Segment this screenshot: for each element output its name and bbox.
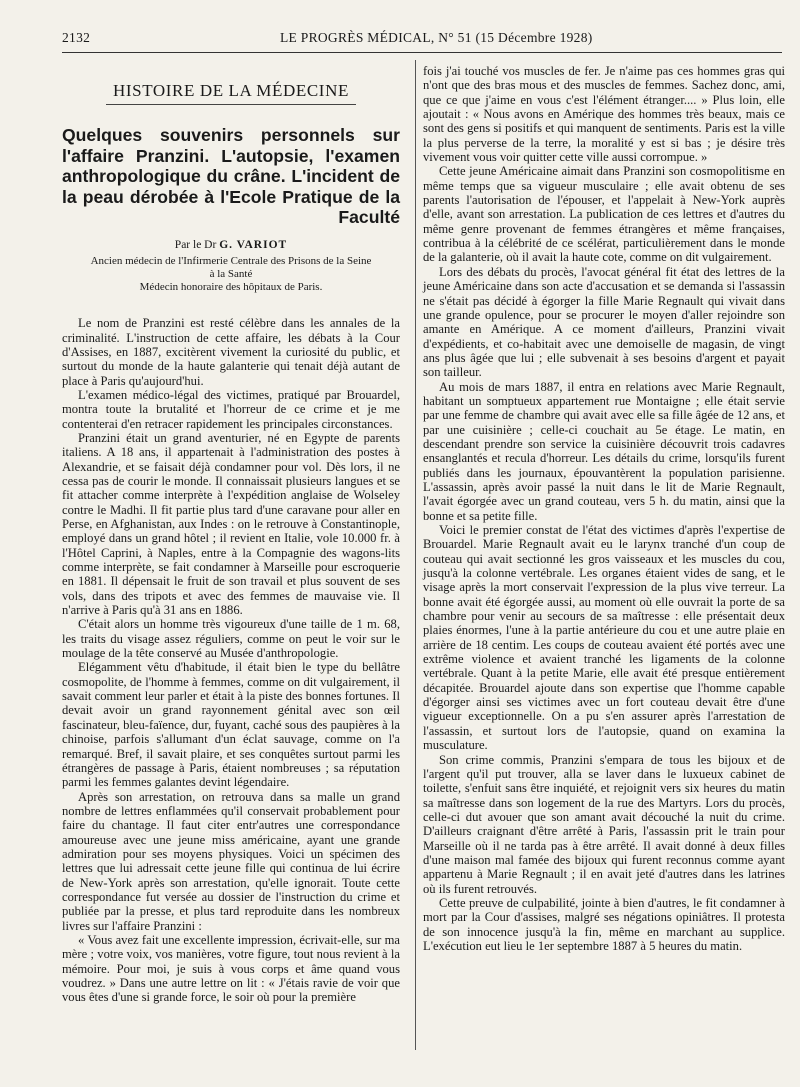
journal-title: LE PROGRÈS MÉDICAL, N° 51 (15 Décembre 1928) bbox=[280, 30, 593, 45]
body-paragraph: Lors des débats du procès, l'avocat général fit état des lettres de la jeune Américaine dans son acte d'accusation et se demanda si l'assassin ne s'était pas décidé à égorger la fille Marie Regnault qui vivait dans une grande opulence, pour se procurer le moyen d'aller rejoindre son amante en Amérique. A ce moment d'ailleurs, Pranzini vivait d'expédients, et co-habitait avec une demoiselle de magasin, de vingt ans plus âgée que lui ; elle subvenait à ses besoins d'argent et payait son tailleur. bbox=[423, 264, 785, 380]
affiliation-line: à la Santé bbox=[209, 268, 253, 281]
byline-prefix: Par le Dr bbox=[174, 238, 217, 251]
body-paragraph: Cette preuve de culpabilité, jointe à bien d'autres, le fit condamner à mort par la Cour d'assises, malgré ses négations opiniâtres. Il protesta de son innocence jusqu'à la fin, même en marchant au supplice. L'exécution eut lieu le 1er septembre 1887 à 5 heures du matin. bbox=[423, 895, 785, 953]
body-paragraph: Au mois de mars 1887, il entra en relations avec Marie Regnault, habitant un somptueux appartement rue Montaigne ; elle était servie par une femme de chambre qui avait avec elle sa fille âgée de 12 ans, et par une cuisinière ; celle-ci couchait au 5e étage. Le matin, en descendant prendre son service la cuisinière découvrit trois cadavres ensanglantés et recula d'horreur. Les détails du crime, lorsqu'ils furent publiés dans les journaux, épouvantèrent la population parisienne. L'assassin, après avoir passé la nuit dans le lit de Marie Regnault, l'avait égorgée avec un grand couteau, vers 5 h. du matin, ainsi que la bonne et sa petite fille. bbox=[423, 379, 785, 523]
right-column bbox=[423, 64, 785, 953]
affiliation-line: Médecin honoraire des hôpitaux de Paris. bbox=[139, 281, 323, 294]
body-paragraph: C'était alors un homme très vigoureux d'une taille de 1 m. 68, les traits du visage assez réguliers, comme on peut le voir sur le moulage de la tête conservé au Musée d'anthropologie. bbox=[62, 617, 400, 661]
running-header bbox=[62, 30, 782, 48]
body-paragraph: « Vous avez fait une excellente impression, écrivait-elle, sur ma mère ; votre voix, vos manières, votre figure, tout nous revient à la mémoire. Pour moi, je suis à vous corps et âme quand vous voudrez. » Dans une autre lettre on lit : « J'étais ravie de voir que vous êtes d'une si grande force, le soir où pour la première bbox=[62, 932, 400, 1005]
page-number: 2132 bbox=[62, 30, 91, 45]
author-name: G. VARIOT bbox=[219, 238, 288, 251]
body-paragraph: Elégamment vêtu d'habitude, il était bien le type du bellâtre cosmopolite, de l'homme à femmes, comme on dit vulgairement, il savait comment leur parler et était à la piste des bonnes fortunes. Il devait avoir un grand rayonnement génital avec son œil fascinateur, bleu-faïence, dur, fuyant, caché sous des paupières à la chinoise, parfois s'allumant d'un éclat sauvage, comme on l'a remarqué. Bref, il savait plaire, et ses conquêtes surtout parmi les étrangères de passage à Paris, étaient nombreuses ; sa réputation parmi les femmes galantes devint légendaire. bbox=[62, 660, 400, 790]
body-paragraph: Le nom de Pranzini est resté célèbre dans les annales de la criminalité. L'instruction de cette affaire, les débats à la Cour d'Assises, en 1887, excitèrent vivement la curiosité du public, et surtout du monde de la haute galanterie qui tenait déjà autant de place à Paris qu'aujourd'hui. bbox=[62, 316, 400, 388]
section-rule bbox=[106, 104, 356, 105]
body-paragraph: Voici le premier constat de l'état des victimes d'après l'expertise de Brouardel. Marie Regnault avait eu le larynx tranché d'un coup de couteau qui avait sectionné les gros vaisseaux et les muscles du cou, jusqu'à la colonne vertébrale. Les organes étaient vides de sang, et le visage après la mort conservait l'expression de la plus vive terreur. La bonne avait été égorgée aussi, au moment où elle ouvrait la porte de sa chambre pour venir au secours de sa maîtresse : elle présentait deux plaies énormes, l'une à la partie antérieure du cou et une autre plaie en arrière de 18 centim. Les coups de couteau avaient été portés avec une extrême violence et avaient tranché les ligaments de la colonne vertébrale. Quant à la petite Marie, elle avait été presque entièrement décapitée. Brouardel ajoute dans son expertise que l'homme capable d'égorger ainsi ses victimes avec un fort couteau devait être d'une vigueur exceptionnelle. On a pu s'en assurer après l'arrestation de l'assassin, et surtout lors de l'autopsie, quand on examina la musculature. bbox=[423, 523, 785, 753]
byline bbox=[62, 238, 400, 252]
author-affiliation bbox=[62, 255, 400, 294]
body-paragraph: Son crime commis, Pranzini s'empara de tous les bijoux et de l'argent qu'il put trouver, alla se laver dans le luxueux cabinet de toilette, s'enfuit sans être inquiété, et rejoignit vers six heures du matin sa maîtresse dans son logement de la rue des Martyrs. Lors du procès, celle-ci dut avouer que son amant avait découché la nuit du crime. D'ailleurs craignant d'être arrêté à Paris, l'assassin prit le train pour Marseille où il ne tarda pas à être arrêté. Il avait donné à deux filles d'une maison mal famée des bijoux qui furent reconnus comme ayant appartenu à Marie Regnault ; il en avait jeté d'autres dans les latrines où ils furent retrouvés. bbox=[423, 752, 785, 896]
body-paragraph: Après son arrestation, on retrouva dans sa malle un grand nombre de lettres enflammées qu'il conservait probablement pour faire du chantage. Il faut citer entr'autres une correspondance amoureuse avec une jeune miss américaine, ayant une grande admiration pour ses moyens physiques. Voici un spécimen des lettres que lui adressait cette jeune fille qui continua de lui écrire de New-York après son arrestation, qu'elle ignorait. Toute cette correspondance fut versée au dossier de l'instruction du crime et publiée par la presse, et plus tard reproduite dans les nombreux livres sur l'affaire Pranzini : bbox=[62, 789, 400, 933]
section-title: HISTOIRE DE LA MÉDECINE bbox=[113, 81, 349, 100]
body-paragraph: L'examen médico-légal des victimes, pratiqué par Brouardel, montra toute la brutalité et l'horreur de ce crime et je me contenterai d'en retracer rapidement les principales circonstances. bbox=[62, 387, 400, 431]
body-paragraph: Pranzini était un grand aventurier, né en Egypte de parents italiens. A 18 ans, il appartenait à l'administration des postes à Alexandrie, et se faisait déjà condamner pour vol. Dès lors, il ne cessa pas de courir le monde. Il connaissait plusieurs langues et se fit attacher comme interprète à l'expédition anglaise de Wolseley contre le Madhi. Il fit partie plus tard d'une caravane pour aller en Perse, en Afghanistan, aux Indes : on le retrouve à Constantinople, employé dans un grand hôtel ; il revient en Italie, vole 10.000 fr. à l'Hôtel Caprini, à Naples, entre à la Compagnie des wagons-lits comme interprète, se fait condamner à Marseille pour escroquerie en 1881. Il dépensait le fruit de son travail et plus souvent de ses vols, dans des tripots et avec des femmes de mauvaise vie. Il n'arrive à Paris qu'à 31 ans en 1886. bbox=[62, 430, 400, 618]
body-paragraph: fois j'ai touché vos muscles de fer. Je n'aime pas ces hommes gras qui n'ont que des bras mous et des muscles de femmes. Sachez donc, ami, que ce que j'aime en vous c'est l'élément étranger.... » Plus loin, elle ajoutait : « Nous avons en Amérique des hommes très beaux, mais ce sont des gens si positifs et qui manquent de sentiments. Paris est la ville la plus perverse de la terre, la moralité y est si bas ; je désire très vivement vous voir quitter cette ville aussi corrompue. » bbox=[423, 64, 785, 165]
left-column bbox=[62, 64, 400, 1005]
body-paragraph: Cette jeune Américaine aimait dans Pranzini son cosmopolitisme en même temps que sa vigueur musculaire ; elle avait obtenu de ses parents l'autorisation de l'épouser, et l'appelait à New-York auprès d'elle, avant son arrestation. La publication de ces lettres et d'autres du même genre provenant de femmes étrangères et même françaises, contribua à la célébrité de ce scélérat, particulièrement dans le monde de la galanterie, où il avait la haute cote, comme on dit vulgairement. bbox=[423, 164, 785, 265]
article-title: Quelques souvenirs personnels sur l'affaire Pranzini. L'autopsie, l'examen anthropologique du crâne. L'incident de la peau dérobée à l'Ecole Pratique de la Faculté bbox=[62, 125, 400, 228]
column-divider bbox=[415, 60, 416, 1050]
affiliation-line: Ancien médecin de l'Infirmerie Centrale des Prisons de la Seine bbox=[90, 255, 372, 268]
header-rule bbox=[62, 52, 782, 53]
